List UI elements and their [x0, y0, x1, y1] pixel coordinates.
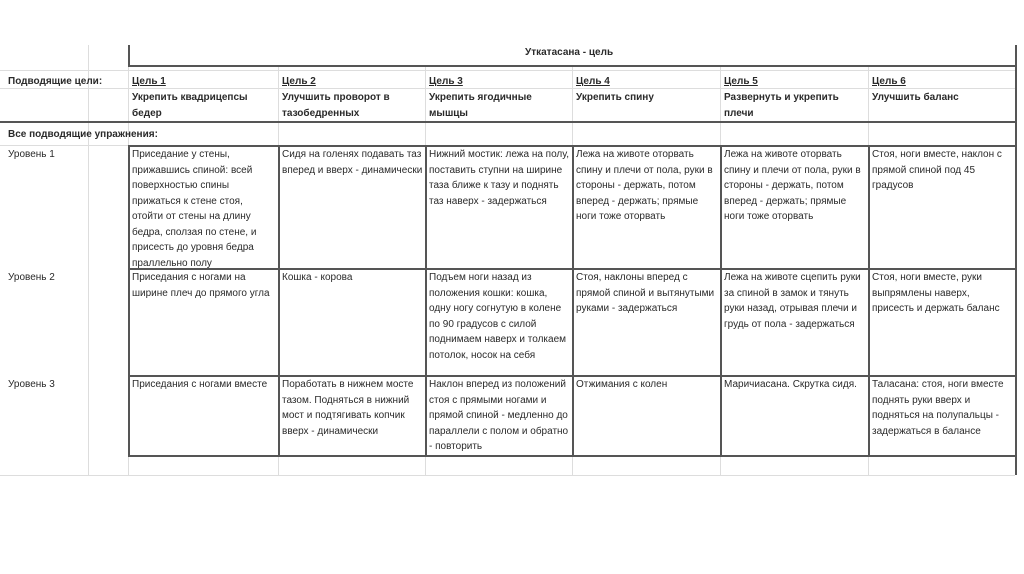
level-label: Уровень 1 [8, 149, 55, 160]
gridline [0, 70, 1015, 71]
exercise-cell: Сидя на голенях подавать таз вперед и вверх - динамически [282, 149, 423, 176]
goal-description: Улучшить баланс [872, 92, 959, 103]
exercise-cell: Стоя, ноги вместе, наклон с прямой спиной под 45 градусов [872, 149, 1002, 191]
row-border [128, 455, 1016, 457]
col-border [278, 145, 280, 455]
goal-name: Цель 6 [872, 76, 906, 87]
exercise-cell: Приседание у стены, прижавшись спиной: всей поверхностью спины прижаться к стене стоя, отойти от стены на длину бедра, сползая по стене, и присесть до уровня бедра праллельно полу [132, 149, 257, 269]
exercise-cell: Поработать в нижнем мосте тазом. Подняться в нижний мост и подтягивать копчик вверх - динамически [282, 379, 414, 437]
exercise-cell: Приседания с ногами вместе [132, 379, 268, 390]
gridline [88, 45, 89, 475]
goal-description: Развернуть и укрепить плечи [724, 92, 839, 119]
goal-name: Цель 1 [132, 76, 166, 87]
col-border [720, 145, 722, 455]
exercise-cell: Маричиасана. Скрутка сидя. [724, 379, 857, 390]
exercise-cell: Таласана: стоя, ноги вместе поднять руки вверх и подняться на полупальцы - задержаться в балансе [872, 379, 1004, 437]
title-border [128, 45, 130, 65]
goals-label: Подводящие цели: [8, 76, 103, 87]
exercise-cell: Стоя, наклоны вперед с прямой спиной и вытянутыми руками - задержаться [576, 272, 715, 314]
col-border [1015, 145, 1017, 455]
exercise-cell: Подъем ноги назад из положения кошки: кошка, одну ногу согнутую в колене по 90 градусов с силой поднимаем наверх и толкаем потолок, носок на себя [429, 272, 567, 361]
col-border [868, 145, 870, 455]
level-label: Уровень 2 [8, 272, 55, 283]
exercise-cell: Кошка - корова [282, 272, 353, 283]
level-label: Уровень 3 [8, 379, 55, 390]
goal-description: Улучшить проворот в тазобедренных [282, 92, 390, 119]
exercise-cell: Лежа на животе оторвать спину и плечи от пола, руки в стороны - держать, потом вперед - держать; прямые ноги тоже оторвать [576, 149, 713, 222]
exercise-cell: Отжимания с колен [576, 379, 668, 390]
exercise-cell: Нижний мостик: лежа на полу, поставить ступни на ширине таза ближе к тазу и поднять таз наверх - задержаться [429, 149, 570, 207]
col-border [128, 145, 130, 455]
exercises-label: Все подводящие упражнения: [8, 129, 158, 140]
exercise-cell: Лежа на животе оторвать спину и плечи от пола, руки в стороны - держать, потом вперед - держать; прямые ноги тоже оторвать [724, 149, 861, 222]
goal-name: Цель 5 [724, 76, 758, 87]
goal-name: Цель 2 [282, 76, 316, 87]
table-title: Уткатасана - цель [525, 47, 614, 58]
gridline [0, 475, 1015, 476]
title-bottom-border [128, 65, 1016, 67]
goal-description: Укрепить спину [576, 92, 654, 103]
col-border [425, 145, 427, 455]
exercise-cell: Лежа на животе сцепить руки за спиной в замок и тянуть руки назад, отрывая плечи и грудь от пола - задержаться [724, 272, 861, 330]
goal-name: Цель 4 [576, 76, 610, 87]
goal-description: Укрепить квадрицепсы бедер [132, 92, 248, 119]
goal-description: Укрепить ягодичные мышцы [429, 92, 532, 119]
exercise-cell: Стоя, ноги вместе, руки выпрямлены наверх, присесть и держать баланс [872, 272, 1000, 314]
goal-name: Цель 3 [429, 76, 463, 87]
goals-bottom-border [0, 121, 1016, 123]
exercise-cell: Приседания с ногами на ширине плеч до прямого угла [132, 272, 270, 299]
col-border [572, 145, 574, 455]
exercise-cell: Наклон вперед из положений стоя с прямыми ногами и прямой спиной - медленно до параллели с полом и обратно - повторить [429, 379, 569, 452]
